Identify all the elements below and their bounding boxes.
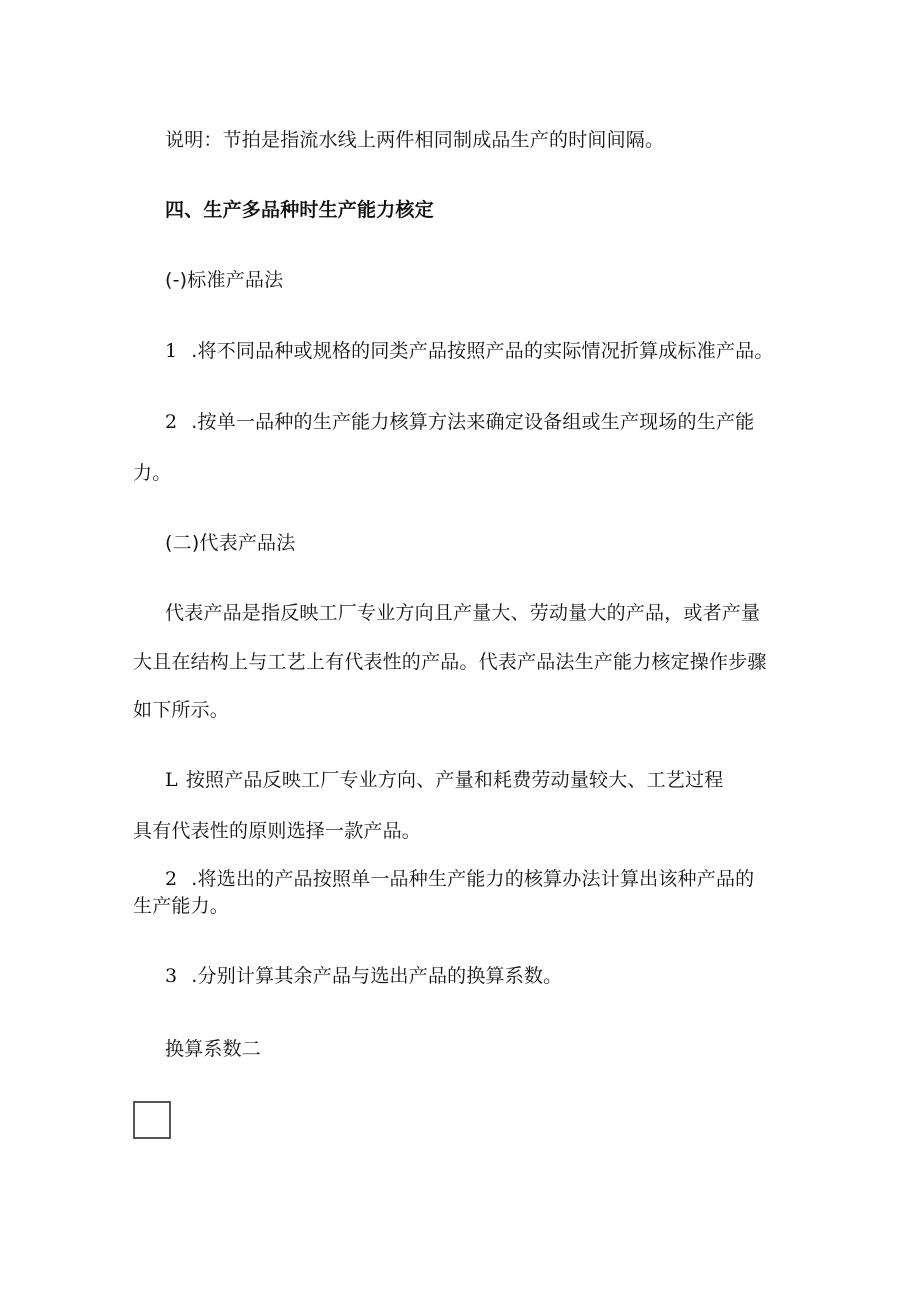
list-number: 2 xyxy=(165,411,178,433)
list-dot: . xyxy=(191,965,198,987)
list-text: 分别计算其余产品与选出产品的换算系数。 xyxy=(197,965,563,987)
list-text: 按单一品种的生产能力核算方法来确定设备组或生产现场的生产能 xyxy=(197,411,755,433)
list-dot: . xyxy=(191,411,198,433)
list-text: 按照产品反映工厂专业方向、产量和耗费劳动量较大、工艺过程 xyxy=(185,769,724,791)
list-text: 将选出的产品按照单一品种生产能力的核算办法计算出该种产品的 xyxy=(197,868,755,890)
formula-image-placeholder xyxy=(133,1101,171,1139)
list-text-continuation: 生产能力。 xyxy=(133,895,230,917)
list-number: 2 xyxy=(165,868,178,890)
formula-label: 换算系数二 xyxy=(165,1038,262,1060)
list-dot: . xyxy=(191,340,198,362)
subsection-title-representative-product: (二)代表产品法 xyxy=(165,532,296,554)
list-item xyxy=(165,768,723,792)
list-number: L xyxy=(165,769,178,791)
subsection-title-standard-product: (-)标准产品法 xyxy=(165,269,284,291)
list-text-continuation: 力。 xyxy=(133,462,172,484)
paragraph-line: 大且在结构上与工艺上有代表性的产品。代表产品法生产能力核定操作步骤 xyxy=(133,651,767,673)
list-text-continuation: 具有代表性的原则选择一款产品。 xyxy=(133,820,422,842)
list-item xyxy=(165,339,774,363)
list-dot: . xyxy=(191,868,198,890)
list-item xyxy=(165,867,754,891)
list-item xyxy=(165,410,754,434)
paragraph-line: 如下所示。 xyxy=(133,699,230,721)
list-text: 将不同品种或规格的同类产品按照产品的实际情况折算成标准产品。 xyxy=(197,340,774,362)
list-item xyxy=(165,964,562,988)
note-paragraph: 说明：节拍是指流水线上两件相同制成品生产的时间间隔。 xyxy=(165,129,665,151)
list-number: 3 xyxy=(165,965,178,987)
paragraph-line: 代表产品是指反映工厂专业方向且产量大、劳动量大的产品，或者产量 xyxy=(165,602,761,624)
list-number: 1 xyxy=(165,340,178,362)
section-heading: 四、生产多品种时生产能力核定 xyxy=(165,199,434,221)
